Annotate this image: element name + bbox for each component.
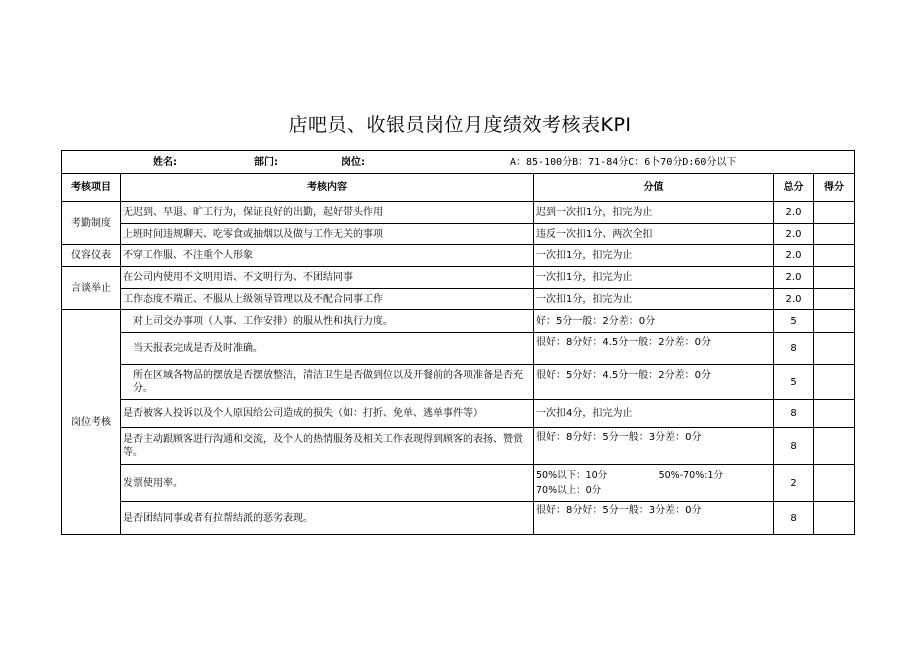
score-cell[interactable] — [814, 465, 855, 502]
dept-label: 部门: — [254, 157, 278, 168]
table-row — [62, 224, 855, 245]
scoring-cell: 好：5分一般：2分差：0分 — [534, 310, 774, 333]
score-cell[interactable] — [814, 333, 855, 365]
category-cell: 仪容仪表 — [62, 245, 121, 267]
total-cell: 8 — [774, 428, 814, 465]
header-total: 总分 — [774, 174, 814, 202]
table-row — [62, 202, 855, 224]
header-score: 得分 — [814, 174, 855, 202]
content-cell: 对上司交办事项（人事、工作安排）的服从性和执行力度。 — [121, 310, 534, 333]
scoring-cell: 很好：8分好：5分一般：3分差：0分 — [534, 502, 774, 535]
scoring-line-group — [536, 468, 771, 483]
post-label: 岗位: — [341, 157, 365, 168]
content-cell: 工作态度不端正、不服从上级领导管理以及不配合同事工作 — [121, 289, 534, 310]
header-content: 考核内容 — [121, 174, 534, 202]
scoring-cell — [534, 465, 774, 502]
content-cell: 是否被客人投诉以及个人原因给公司造成的损失（如：打折、免单、逃单事件等） — [121, 400, 534, 428]
table-row — [62, 289, 855, 310]
name-label: 姓名: — [153, 157, 177, 168]
scoring-cell: 很好：8分好：5分一般：3分差：0分 — [534, 428, 774, 465]
content-cell: 所在区域各物品的摆放是否摆放整洁，清洁卫生是否做到位以及开餐前的各项准备是否充分。 — [121, 365, 534, 400]
info-cell — [62, 151, 855, 174]
score-cell[interactable] — [814, 400, 855, 428]
total-cell: 2.0 — [774, 245, 814, 267]
content-cell: 上班时间违规聊天、吃零食或抽烟以及做与工作无关的事项 — [121, 224, 534, 245]
score-cell[interactable] — [814, 365, 855, 400]
table-row — [62, 428, 855, 465]
category-cell: 考勤制度 — [62, 202, 121, 245]
table-row — [62, 333, 855, 365]
content-cell: 不穿工作服、不注重个人形象 — [121, 245, 534, 267]
total-cell: 2.0 — [774, 267, 814, 289]
scoring-cell: 一次扣1分，扣完为止 — [534, 245, 774, 267]
scoring-cell: 一次扣1分，扣完为止 — [534, 267, 774, 289]
content-cell: 是否团结同事或者有拉帮结派的恶劣表现。 — [121, 502, 534, 535]
category-cell: 岗位考核 — [62, 310, 121, 535]
total-cell: 5 — [774, 365, 814, 400]
total-cell: 8 — [774, 502, 814, 535]
score-cell[interactable] — [814, 289, 855, 310]
page-title: 店吧员、收银员岗位月度绩效考核表KPI — [288, 114, 632, 136]
scoring-cell: 迟到一次扣1分，扣完为止 — [534, 202, 774, 224]
scoring-line: 70%以上：0分 — [536, 485, 602, 496]
content-cell: 无迟到、早退、旷工行为，保证良好的出勤，起好带头作用 — [121, 202, 534, 224]
total-cell: 2 — [774, 465, 814, 502]
header-item: 考核项目 — [62, 174, 121, 202]
info-row — [62, 151, 855, 174]
total-cell: 2.0 — [774, 224, 814, 245]
table-row — [62, 502, 855, 535]
scoring-cell: 一次扣1分，扣完为止 — [534, 289, 774, 310]
table-row — [62, 245, 855, 267]
total-cell: 8 — [774, 400, 814, 428]
scoring-line: 50%-70%:1分 — [658, 470, 723, 481]
content-cell: 是否主动跟顾客进行沟通和交流，及个人的热情服务及相关工作表现得到顾客的表扬、赞赏等。 — [121, 428, 534, 465]
category-cell: 言谈举止 — [62, 267, 121, 310]
content-cell: 在公司内使用不文明用语、不文明行为、不团结同事 — [121, 267, 534, 289]
score-cell[interactable] — [814, 202, 855, 224]
score-cell[interactable] — [814, 310, 855, 333]
table-row — [62, 310, 855, 333]
table-row — [62, 267, 855, 289]
total-cell: 5 — [774, 310, 814, 333]
scoring-line: 50%以下：10分 — [536, 470, 608, 481]
scoring-cell: 一次扣4分，扣完为止 — [534, 400, 774, 428]
total-cell: 2.0 — [774, 289, 814, 310]
total-cell: 2.0 — [774, 202, 814, 224]
table-row — [62, 400, 855, 428]
score-cell[interactable] — [814, 428, 855, 465]
content-cell: 发票使用率。 — [121, 465, 534, 502]
kpi-table — [61, 150, 855, 535]
header-scoring: 分值 — [534, 174, 774, 202]
score-cell[interactable] — [814, 502, 855, 535]
content-cell: 当天报表完成是否及时准确。 — [121, 333, 534, 365]
table-row — [62, 365, 855, 400]
score-cell[interactable] — [814, 245, 855, 267]
total-cell: 8 — [774, 333, 814, 365]
scoring-cell: 很好：8分好：4.5分一般：2分差：0分 — [534, 333, 774, 365]
header-row — [62, 174, 855, 202]
grade-scale: A：85-100分B：71-84分C：6卜70分D:60分以下 — [510, 157, 737, 168]
score-cell[interactable] — [814, 267, 855, 289]
scoring-cell: 违反一次扣1分、两次全扣 — [534, 224, 774, 245]
scoring-cell: 很好：5分好：4.5分一般：2分差：0分 — [534, 365, 774, 400]
score-cell[interactable] — [814, 224, 855, 245]
table-row — [62, 465, 855, 502]
